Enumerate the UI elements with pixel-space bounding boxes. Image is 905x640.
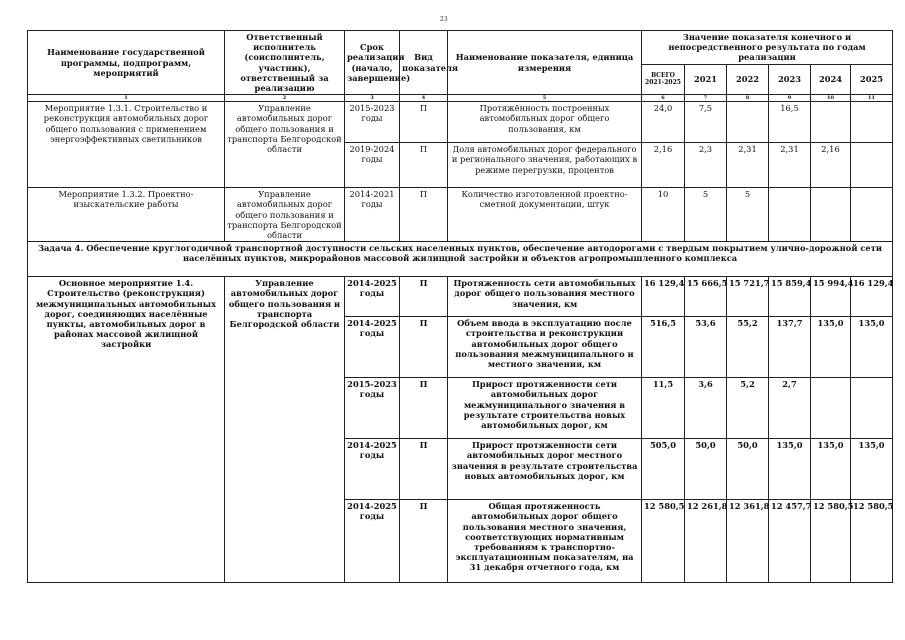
main-event-executor: Управление автомобильных дорог общего пользования и транспорта Белгородской области bbox=[225, 277, 345, 583]
value-cell: 135,0 bbox=[851, 439, 893, 500]
value-cell: 15 721,7 bbox=[727, 277, 769, 317]
value-cell: 53,6 bbox=[685, 317, 727, 378]
value-total: 12 580,5 bbox=[642, 500, 685, 583]
value-cell: 137,7 bbox=[769, 317, 811, 378]
task-title: Задача 4. Обеспечение круглогодичной транспортной доступности сельских населенных пунктов, обеспечение автодорогами с твердым покрытием улично-дорожной сети населённых пунктов, микрорайонов массовой жилищной застройки и объектов агропромышленного комплекса bbox=[28, 242, 893, 277]
event-name: Мероприятие 1.3.1. Строительство и реконструкция автомобильных дорог общего пользования с применением энергоэффективных светильников bbox=[28, 102, 225, 188]
column-numbers-row bbox=[28, 95, 893, 102]
column-number: 11 bbox=[851, 95, 893, 102]
term-cell: 2014-2021 годы bbox=[345, 188, 400, 242]
value-cell: 5 bbox=[727, 188, 769, 242]
column-number: 2 bbox=[225, 95, 345, 102]
table-row bbox=[28, 277, 893, 317]
value-cell: 2,31 bbox=[769, 143, 811, 188]
value-cell: 15 859,4 bbox=[769, 277, 811, 317]
type-cell: П bbox=[400, 378, 448, 439]
value-cell: 50,0 bbox=[727, 439, 769, 500]
value-cell: 2,7 bbox=[769, 378, 811, 439]
column-number: 4 bbox=[400, 95, 448, 102]
value-cell bbox=[851, 143, 893, 188]
term-cell: 2015-2023 годы bbox=[345, 102, 400, 143]
value-cell: 50,0 bbox=[685, 439, 727, 500]
table-row bbox=[28, 188, 893, 242]
value-cell: 12 361,8 bbox=[727, 500, 769, 583]
value-total: 2,16 bbox=[642, 143, 685, 188]
value-cell bbox=[851, 188, 893, 242]
value-cell bbox=[769, 188, 811, 242]
header-year: 2021 bbox=[685, 64, 727, 95]
header-name: Наименование государственной программы, подпрограмм, мероприятий bbox=[28, 31, 225, 95]
term-cell: 2015-2023 годы bbox=[345, 378, 400, 439]
value-total: 16 129,4 bbox=[642, 277, 685, 317]
header-term: Срок реализации (начало, завершение) bbox=[345, 31, 400, 95]
term-cell: 2014-2025 годы bbox=[345, 500, 400, 583]
main-event-name: Основное мероприятие 1.4. Строительство (реконструкция) межмуниципальных автомобильных дорог, соединяющих населённые пункты, автомобильных дорог в районах массовой жилищной застройки bbox=[28, 277, 225, 583]
header-indicator: Наименование показателя, единица измерения bbox=[448, 31, 642, 95]
value-cell: 5,2 bbox=[727, 378, 769, 439]
type-cell: П bbox=[400, 500, 448, 583]
column-number: 6 bbox=[642, 95, 685, 102]
value-cell bbox=[727, 102, 769, 143]
header-total: ВСЕГО 2021-2025 bbox=[642, 64, 685, 95]
column-number: 8 bbox=[727, 95, 769, 102]
value-cell: 7,5 bbox=[685, 102, 727, 143]
value-cell: 2,16 bbox=[811, 143, 851, 188]
indicator-cell: Протяженность сети автомобильных дорог общего пользования местного значения, км bbox=[448, 277, 642, 317]
indicator-cell: Протяжённость построенных автомобильных дорог общего пользования, км bbox=[448, 102, 642, 143]
program-table bbox=[27, 30, 893, 583]
event-name: Мероприятие 1.3.2. Проектно-изыскательские работы bbox=[28, 188, 225, 242]
type-cell: П bbox=[400, 143, 448, 188]
value-total: 505,0 bbox=[642, 439, 685, 500]
type-cell: П bbox=[400, 277, 448, 317]
header-values: Значение показателя конечного и непосредственного результата по годам реализации bbox=[642, 31, 893, 65]
column-number: 7 bbox=[685, 95, 727, 102]
value-cell: 12 457,7 bbox=[769, 500, 811, 583]
header-year: 2023 bbox=[769, 64, 811, 95]
term-cell: 2014-2025 годы bbox=[345, 439, 400, 500]
value-total: 24,0 bbox=[642, 102, 685, 143]
value-total: 11,5 bbox=[642, 378, 685, 439]
value-cell: 5 bbox=[685, 188, 727, 242]
value-cell: 135,0 bbox=[769, 439, 811, 500]
value-cell bbox=[811, 102, 851, 143]
column-number: 5 bbox=[448, 95, 642, 102]
type-cell: П bbox=[400, 188, 448, 242]
table-header-row bbox=[28, 31, 893, 65]
type-cell: П bbox=[400, 317, 448, 378]
page-number: 23 bbox=[440, 16, 448, 23]
header-year: 2025 bbox=[851, 64, 893, 95]
value-cell: 15 994,4 bbox=[811, 277, 851, 317]
event-executor: Управление автомобильных дорог общего пользования и транспорта Белгородской области bbox=[225, 188, 345, 242]
value-cell: 12 580,5 bbox=[811, 500, 851, 583]
value-cell: 16 129,4 bbox=[851, 277, 893, 317]
value-cell: 135,0 bbox=[811, 317, 851, 378]
column-number: 10 bbox=[811, 95, 851, 102]
indicator-cell: Количество изготовленной проектно-сметной документации, штук bbox=[448, 188, 642, 242]
value-cell: 55,2 bbox=[727, 317, 769, 378]
value-cell bbox=[851, 102, 893, 143]
column-number: 9 bbox=[769, 95, 811, 102]
value-cell: 3,6 bbox=[685, 378, 727, 439]
indicator-cell: Общая протяженность автомобильных дорог общего пользования местного значения, соответствующих нормативным требованиям к транспортно-эксплуатационным показателям, на 31 декабря отчетного года, км bbox=[448, 500, 642, 583]
indicator-cell: Прирост протяженности сети автомобильных дорог местного значения в результате строительства новых автомобильных дорог, км bbox=[448, 439, 642, 500]
column-number: 1 bbox=[28, 95, 225, 102]
value-cell: 12 261,8 bbox=[685, 500, 727, 583]
term-cell: 2014-2025 годы bbox=[345, 317, 400, 378]
value-cell: 15 666,5 bbox=[685, 277, 727, 317]
value-cell: 2,3 bbox=[685, 143, 727, 188]
indicator-cell: Объем ввода в эксплуатацию после строительства и реконструкции автомобильных дорог общего пользования межмуниципального и местного значения, км bbox=[448, 317, 642, 378]
header-year: 2024 bbox=[811, 64, 851, 95]
header-executor: Ответственный исполнитель (соисполнитель, участник), ответственный за реализацию bbox=[225, 31, 345, 95]
column-number: 3 bbox=[345, 95, 400, 102]
type-cell: П bbox=[400, 102, 448, 143]
term-cell: 2014-2025 годы bbox=[345, 277, 400, 317]
value-cell bbox=[811, 378, 851, 439]
value-cell: 135,0 bbox=[811, 439, 851, 500]
type-cell: П bbox=[400, 439, 448, 500]
indicator-cell: Доля автомобильных дорог федерального и регионального значения, работающих в режиме перегрузки, процентов bbox=[448, 143, 642, 188]
indicator-cell: Прирост протяженности сети автомобильных дорог межмуниципального значения в результате строительства новых автомобильных дорог, км bbox=[448, 378, 642, 439]
value-cell: 12 580,5 bbox=[851, 500, 893, 583]
header-type: Вид показателя bbox=[400, 31, 448, 95]
value-cell bbox=[851, 378, 893, 439]
event-executor: Управление автомобильных дорог общего пользования и транспорта Белгородской области bbox=[225, 102, 345, 188]
term-cell: 2019-2024 годы bbox=[345, 143, 400, 188]
value-cell bbox=[811, 188, 851, 242]
value-cell: 2,31 bbox=[727, 143, 769, 188]
value-total: 516,5 bbox=[642, 317, 685, 378]
value-cell: 135,0 bbox=[851, 317, 893, 378]
value-cell: 16,5 bbox=[769, 102, 811, 143]
value-total: 10 bbox=[642, 188, 685, 242]
header-year: 2022 bbox=[727, 64, 769, 95]
table-row bbox=[28, 102, 893, 143]
task-row bbox=[28, 242, 893, 277]
